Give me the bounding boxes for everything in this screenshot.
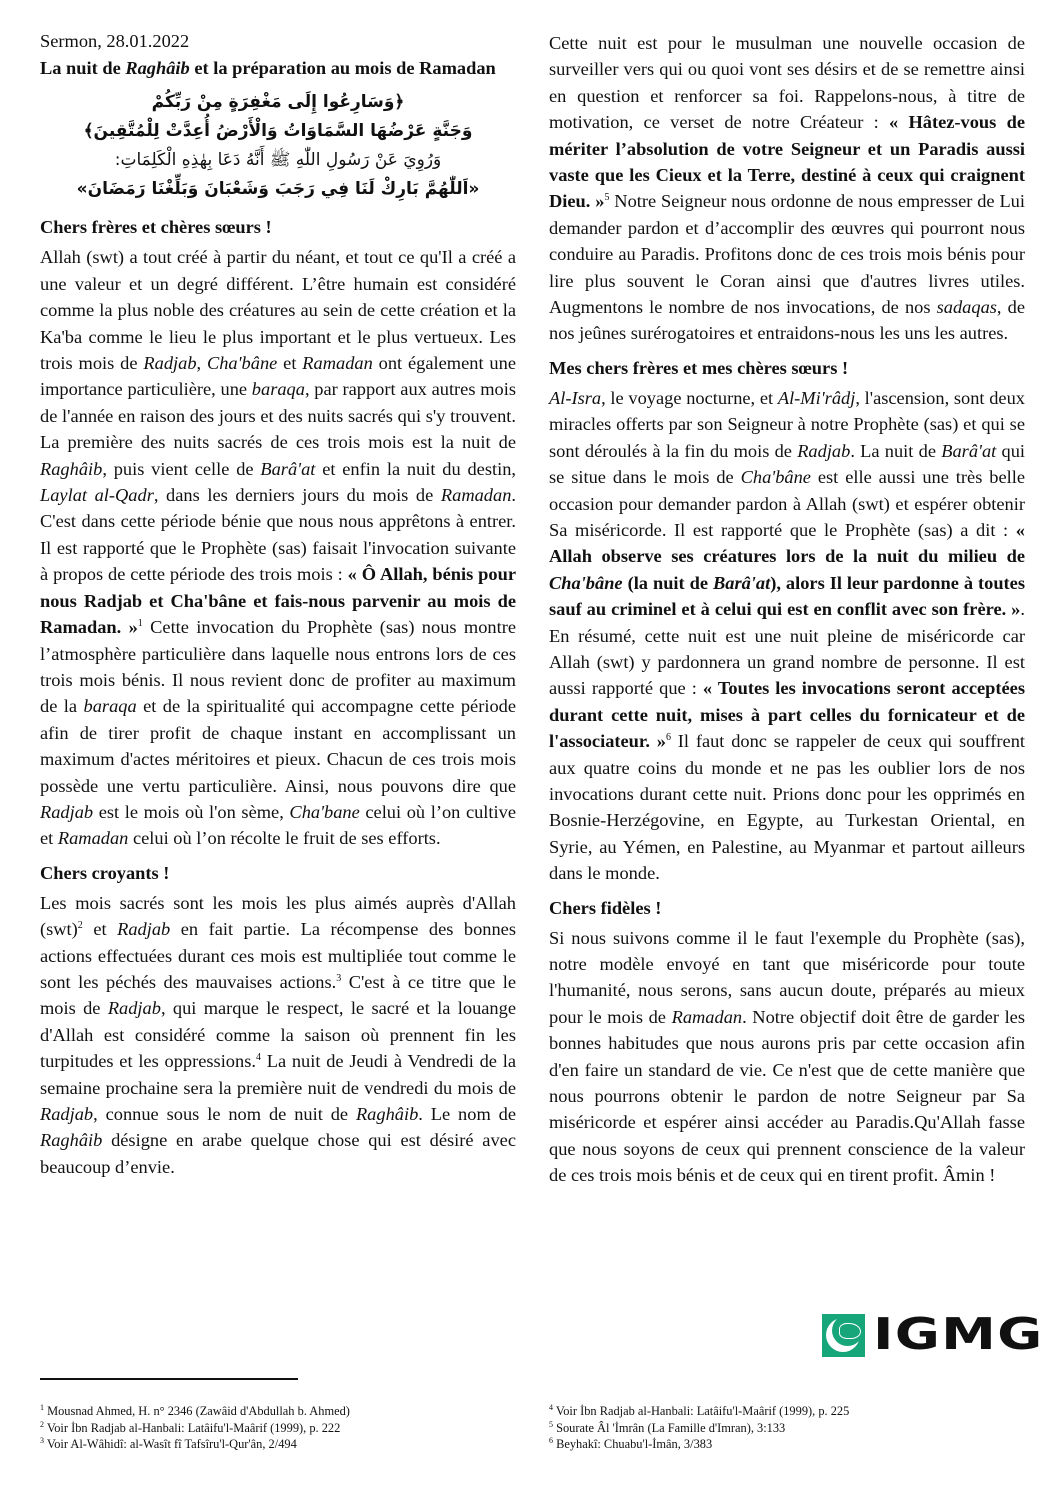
arabic-line-3: وَرُوِيَ عَنْ رَسُولِ اللّٰهِ ﷺ أَنَّهُ دَعَا بِهٰذِهِ الْكَلِمَاتِ: — [114, 150, 442, 171]
sermon-date: Sermon, 28.01.2022 — [40, 31, 190, 51]
hadith-quote-2: « Allah observe ses créatures lors de la nuit du milieu de Cha'bâne (la nuit de Barâ'at), alors Il leur pardonne à toutes sauf au criminel et à celui qui est en conflit avec son frère. » — [549, 519, 1025, 620]
footnote-ref-4[interactable]: 4 — [255, 1052, 261, 1064]
paragraph-conclusion: Si nous suivons comme il le faut l'exemple du Prophète (sas), notre modèle envoyé en tant que miséricorde pour toute l'humanité, nous serons, sans aucun doute, préparés au mieux pour le mois de Ramadan. Notre objectif doit être de garder les bonnes habitudes que nous aurons pris par cette occasion afin d'en faire un standard de vie. Ce n'est que de cette manière que nous pourrons obtenir le pardon de notre Seigneur par Sa miséricorde et espérer ainsi accéder au Paradis.Qu'Allah fasse que nous soyons de ceux qui prennent conscience de la valeur de ces trois mois bénis et de ceux qui en tirent profit. Âmin ! — [549, 927, 1025, 1186]
footnotes-right — [549, 1403, 1019, 1453]
hadith-quote-3: « Toutes les invocations seront acceptées durant cette nuit, mises à part celles du fornicateur et de l'associateur. » — [549, 678, 1025, 752]
igmg-logo — [822, 1309, 1044, 1360]
section-heading-fideles: Chers fidèles ! — [549, 897, 662, 918]
hadith-quote: « Ô Allah, bénis pour nous Radjab et Cha'bâne et fais-nous parvenir au mois de Ramadan. » — [40, 564, 516, 638]
verse-quote: « Hâtez-vous de mériter l’absolution de votre Seigneur et un Paradis aussi vaste que les Cieux et la Terre, destiné à ceux qui craignent Dieu. » — [549, 112, 1025, 212]
footnote-1: $^1$ Mousnad Ahmed, H. n° 2346 (Zawâid d'Abdullah b. Ahmed) — [40, 1402, 350, 1418]
footnote-divider — [40, 1378, 298, 1380]
footnote-ref-2[interactable]: 2 — [77, 920, 83, 932]
footnote-5: $^5$ Sourate Âl 'İmrân (La Famille d'Imran), 3:133 — [549, 1419, 786, 1435]
section-heading-mes-chers: Mes chers frères et mes chères sœurs ! — [549, 357, 849, 378]
paragraph-cette-nuit: Cette nuit est pour le musulman une nouvelle occasion de surveiller vers qui ou quoi vont ses désirs et de se remettre ainsi en question et renforcer sa foi. Rappelons-nous, à titre de motivation, ce verset de notre Créateur : « Hâtez-vous de mériter l’absolution de votre Seigneur et un Paradis aussi vaste que les Cieux et la Terre, destiné à ceux qui craignent Dieu. »$^5$ Notre Seigneur nous ordonne de nous empresser de Lui demander pardon et d’accomplir des œuvres qui pourront nous conduire au Paradis. Profitons donc de ces trois mois bénis pour lire plus souvent le Coran ainsi que d'autres livres utiles. Augmentons le nombre de nos invocations, de nos sadaqas, de nos jeûnes surérogatoires et entraidons-nous les uns les autres. — [549, 33, 1025, 344]
left-column — [40, 28, 516, 1186]
arabic-line-1: ﴿وَسَارِعُوا إِلَى مَغْفِرَةٍ مِنْ رَبِّكُمْ — [151, 92, 405, 113]
footnote-3: $^3$ Voir Al-Wâhidî: al-Wasît fî Tafsîru'l-Qur'ân, 2/494 — [40, 1435, 297, 1451]
footnote-ref-3[interactable]: 3 — [336, 972, 342, 984]
arabic-line-4: «اَللّٰهُمَّ بَارِكْ لَنَا فِي رَجَبَ وَشَعْبَانَ وَبَلِّغْنَا رَمَضَانَ» — [76, 179, 480, 200]
footnotes-left — [40, 1403, 510, 1453]
arabic-verse-block — [40, 88, 516, 204]
paragraph-intro: Allah (swt) a tout créé à partir du néant, et tout ce qu'Il a créé a une valeur et un degré différent. L’être humain est considéré comme la plus noble des créatures au sein de cette création et la Ka'ba comme le lieu le plus important et le plus vertueux. Les trois mois de Radjab, Cha'bâne et Ramadan ont également une importance particulière, une baraqa, par rapport aux autres mois de l'année en raison des jours et des nuits sacrés qui s'y trouvent. La première des nuits sacrés de ces trois mois est la nuit de Raghâib, puis vient celle de Barâ'at et enfin la nuit du destin, Laylat al-Qadr, dans les derniers jours du mois de Ramadan. C'est dans cette période bénie que nous nous apprêtons à entrer. Il est rapporté que le Prophète (sas) faisait l'invocation suivante à propos de cette période des trois mois : « Ô Allah, bénis pour nous Radjab et Cha'bâne et fais-nous parvenir au mois de Ramadan. »$^1$ Cette invocation du Prophète (sas) nous montre l’atmosphère particulière dans laquelle nous entrons lors de ces trois mois bénis. Il nous revient donc de profiter au maximum de la baraqa et de la spiritualité qui accompagne cette période afin de tirer profit de chaque instant en accomplissant un maximum d'actes méritoires et pieux. Chacun de ces trois mois possède une vertu particulière. Ainsi, nous pouvons dire que Radjab est le mois où l'on sème, Cha'bane celui où l’on cultive et Ramadan celui où l’on récolte le fruit de ses efforts. — [40, 247, 517, 849]
logo-text: IGMG — [873, 1309, 1044, 1360]
paragraph-mois-sacres: Les mois sacrés sont les mois les plus aimés auprès d'Allah (swt)$^2$ et Radjab en fait partie. La récompense des bonnes actions effectuées durant ces mois est multipliée tout comme le sont les péchés des mauvaises actions.$^3$ C'est à ce titre que le mois de Radjab, qui marque le respect, le sacré et la louange d'Allah est considéré comme la saison où prennent fin les turpitudes et les oppressions.$^4$ La nuit de Jeudi à Vendredi de la semaine prochaine sera la première nuit de vendredi du mois de Radjab, connue sous le nom de nuit de Raghâib. Le nom de Raghâib désigne en arabe quelque chose qui est désiré avec beaucoup d’envie. — [40, 892, 517, 1177]
right-column — [549, 30, 1025, 1195]
section-heading-croyants: Chers croyants ! — [40, 862, 170, 883]
crescent-globe-icon — [822, 1314, 865, 1357]
footnote-6: $^6$ Beyhakî: Chuabu'l-İmân, 3/383 — [549, 1435, 713, 1451]
arabic-line-2: وَجَنَّةٍ عَرْضُهَا السَّمَاوَاتُ وَالْأَرْضُ أُعِدَّتْ لِلْمُتَّقِينَ﴾ — [83, 121, 473, 142]
page-title: La nuit de Raghâib et la préparation au mois de Ramadan — [40, 58, 496, 79]
footnote-4: $^4$ Voir İbn Radjab al-Hanbali: Latâifu'l-Maârif (1999), p. 225 — [549, 1402, 850, 1418]
section-heading-freres-soeurs: Chers frères et chères sœurs ! — [40, 217, 272, 238]
footnote-ref-1[interactable]: 1 — [137, 617, 143, 629]
footnote-ref-5[interactable]: 5 — [604, 192, 610, 204]
footnote-2: $^2$ Voir İbn Radjab al-Hanbali: Latâifu'l-Maârif (1999), p. 222 — [40, 1419, 341, 1435]
paragraph-isra-miradj: Al-Isra, le voyage nocturne, et Al-Mi'râdj, l'ascension, sont deux miracles offerts par son Seigneur à notre Prophète (sas) et qui se sont déroulés à la fin du mois de Radjab. La nuit de Barâ'at qui se situe dans le mois de Cha'bâne est elle aussi une très belle occasion pour demander pardon à Allah (swt) et espérer obtenir Sa miséricorde. Il est rapporté que le Prophète (sas) a dit : « Allah observe ses créatures lors de la nuit du milieu de Cha'bâne (la nuit de Barâ'at), alors Il leur pardonne à toutes sauf au criminel et à celui qui est en conflit avec son frère. ». En résumé, cette nuit est une nuit pleine de miséricorde car Allah (swt) y pardonnera un grand nombre de personne. Il est aussi rapporté que : « Toutes les invocations seront acceptées durant cette nuit, mises à part celles du fornicateur et de l'associateur. »$^6$ Il faut donc se rappeler de ceux qui souffrent aux quatre coins du monde et ne pas les oublier lors de nos invocations durant cette nuit. Prions donc pour les opprimés en Bosnie-Herzégovine, en Egypte, au Turkestan Oriental, en Syrie, au Yémen, en Palestine, au Myanmar et partout ailleurs dans le monde. — [549, 387, 1025, 884]
footnote-ref-6[interactable]: 6 — [665, 732, 671, 744]
